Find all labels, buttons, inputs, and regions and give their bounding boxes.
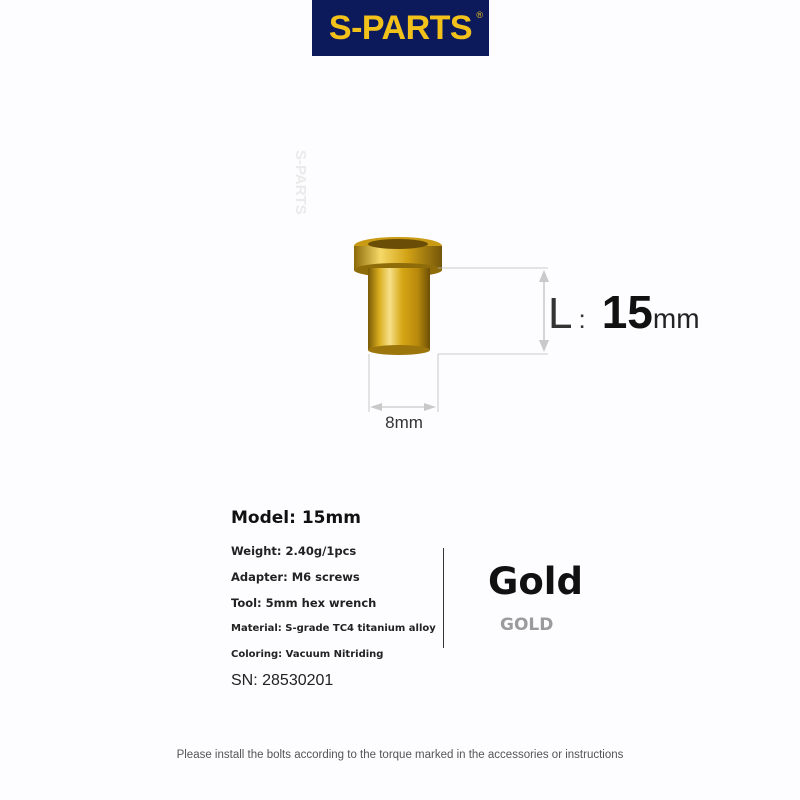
spec-model: Model: 15mm — [231, 508, 361, 528]
logo-text: S-PARTS — [328, 8, 473, 47]
color-name: Gold — [488, 560, 583, 603]
divider — [443, 548, 444, 648]
length-unit: mm — [652, 303, 700, 334]
footer-note: Please install the bolts according to the torque marked in the accessories or instructions — [176, 749, 624, 761]
width-dimension-line — [369, 354, 438, 412]
product-image — [292, 150, 552, 430]
spec-list — [231, 508, 436, 690]
spec-weight: Weight: 2.40g/1pcs — [231, 544, 357, 558]
registered-mark: ® — [476, 10, 483, 20]
engraving-text: S-PARTS — [292, 150, 309, 215]
spec-serial-number: SN: 28530201 — [231, 672, 334, 689]
length-separator: : — [578, 304, 586, 334]
length-dimension-line — [438, 268, 549, 354]
length-letter: L — [548, 289, 573, 338]
width-label: 8mm — [385, 413, 423, 432]
spec-coloring: Coloring: Vacuum Nitriding — [231, 649, 384, 660]
brand-logo — [312, 0, 489, 56]
length-value: 15 — [601, 286, 653, 338]
spec-tool: Tool: 5mm hex wrench — [231, 596, 377, 610]
spec-adapter: Adapter: M6 screws — [231, 570, 360, 584]
length-label — [548, 285, 700, 339]
spec-material: Material: S-grade TC4 titanium alloy — [231, 623, 436, 634]
bolt-body — [368, 268, 430, 355]
color-name-caps: GOLD — [500, 615, 554, 635]
